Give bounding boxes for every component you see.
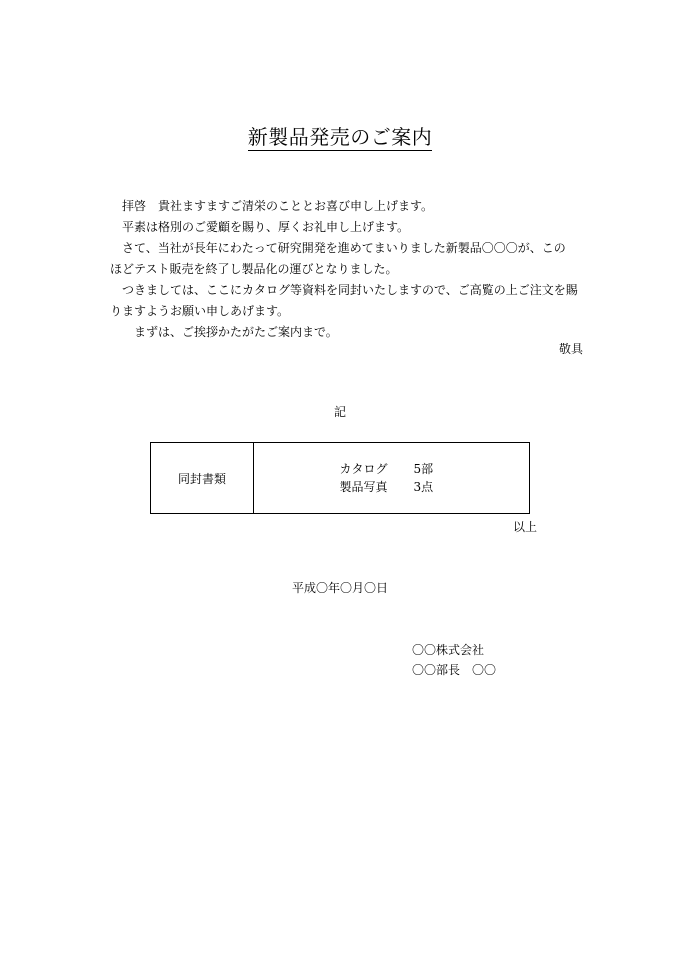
enclosure-item-qty: 3点 — [413, 480, 434, 494]
enclosure-items — [254, 443, 529, 513]
enclosure-item-qty: 5部 — [413, 462, 434, 476]
enclosure-row — [340, 478, 444, 496]
body-line-thanks: 平素は格別のご愛顧を賜り、厚くお礼申し上げます。 — [122, 220, 410, 234]
end-mark: 以上 — [512, 520, 537, 534]
body-line-closing-remark: まずは、ご挨拶かたがたご案内まで。 — [134, 325, 338, 339]
enclosure-item-name: カタログ — [339, 462, 388, 476]
document-title-text: 新製品発売のご案内 — [247, 125, 433, 149]
document-date: 平成〇年〇月〇日 — [291, 581, 388, 595]
letter-body — [110, 196, 585, 343]
enclosure-label: 同封書類 — [151, 443, 254, 513]
document-title — [0, 121, 680, 150]
enclosure-row — [340, 460, 444, 478]
ki-heading: 記 — [333, 405, 346, 419]
body-line-enclosure: つきましては、ここにカタログ等資料を同封いたしますので、ご高覧の上ご注文を賜 — [122, 283, 578, 297]
sender-company: 〇〇株式会社 — [412, 643, 485, 657]
body-line-greeting: 拝啓 貴社ますますご清栄のこととお喜び申し上げます。 — [122, 199, 434, 213]
enclosure-table — [150, 442, 530, 514]
sender-name: 〇〇部長 〇〇 — [412, 663, 497, 677]
body-line-announcement-cont: ほどテスト販売を終了し製品化の運びとなりました。 — [110, 262, 398, 276]
closing-word: 敬具 — [558, 342, 583, 356]
enclosure-item-name: 製品写真 — [339, 480, 388, 494]
body-line-announcement: さて、当社が長年にわたって研究開発を進めてまいりました新製品〇〇〇が、この — [122, 241, 566, 255]
body-line-enclosure-cont: りますようお願い申しあげます。 — [110, 304, 290, 318]
